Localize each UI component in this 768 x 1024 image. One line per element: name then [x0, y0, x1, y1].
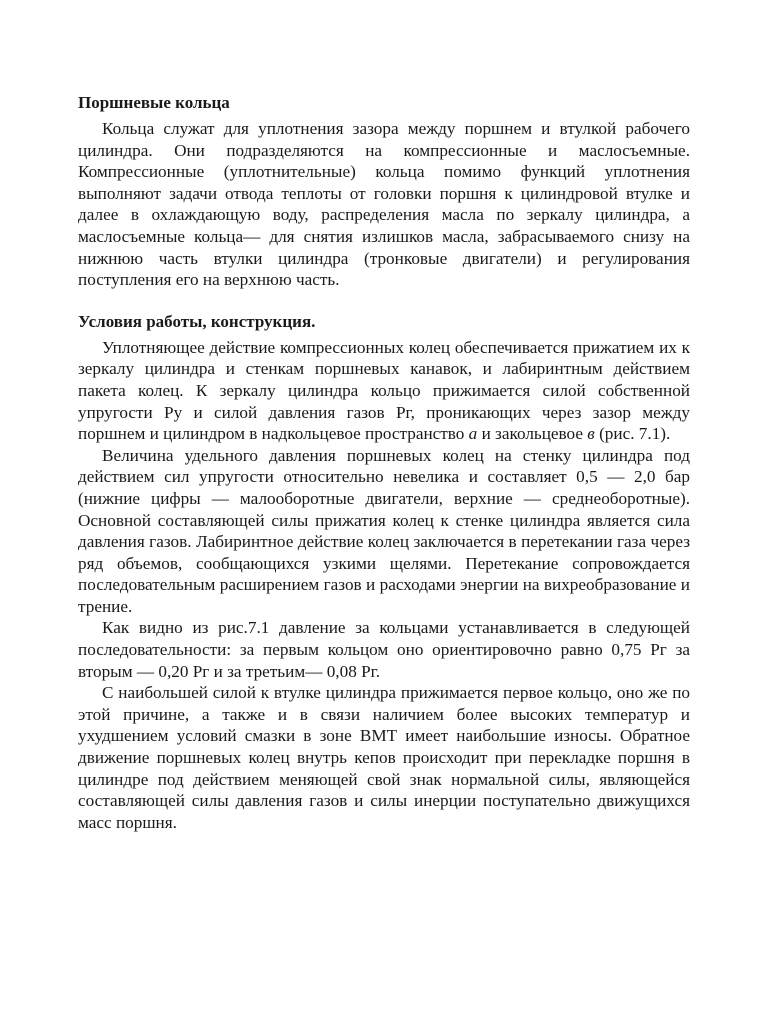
paragraph-pressure-sequence: Как видно из рис.7.1 давление за кольцами устанавливается в следующей последовательности: за первым кольцом оно ориентировочно равно 0,75 Pг за вторым — 0,20 Pг и за третьим— 0,08 Pг. — [78, 618, 690, 681]
italic-letter-v: в — [587, 424, 595, 444]
paragraph-text: Уплотняющее действие компрессионных колец обеспечивается прижатием их к зеркалу цилиндра и стенкам поршневых канавок, и лабиринтным действием пакета колец. К зеркалу цилиндра кольцо прижимается силой собственной упругости Pу и силой давления газов Pг, проникающих через зазор между поршнем и цилиндром в надкольцевое пространство — [78, 337, 690, 444]
section-heading-operating-conditions: Условия работы, конструкция. — [78, 311, 316, 331]
paragraph-specific-pressure: Величина удельного давления поршневых колец на стенку цилиндра под действием сил упругости относительно невелика и составляет 0,5 — 2,0 бар (нижние цифры — малооборотные двигатели, верхние — среднеоборотные). Основной составляющей силы прижатия колец к стенке цилиндра является сила давления газов. Лабиринтное действие колец заключается в перетекании газа через ряд объемов, сообщающихся узкими щелями. Перетекание сопровождается последовательным расширением газов и расходами энергии на вихреобразование и трение. — [78, 445, 690, 616]
paragraph-piston-rings-intro: Кольца служат для уплотнения зазора между поршнем и втулкой рабочего цилиндра. Они подразделяются на компрессионные и маслосъемные. Компрессионные (уплотнительные) кольца помимо функций уплотнения выполняют задачи отвода теплоты от головки поршня к цилиндровой втулке и далее в охлаждающую воду, распределения масла по зеркалу цилиндра, а маслосъемные кольца— для снятия излишков масла, забрасываемого снизу на нижнюю часть втулки цилиндра (тронковые двигатели) и регулирования поступления его на верхнюю часть. — [78, 119, 690, 290]
section-heading-piston-rings: Поршневые кольца — [78, 93, 230, 112]
italic-letter-a: а — [468, 424, 478, 444]
paragraph-text: (рис. 7.1). — [594, 424, 671, 444]
paragraph-text: и закольцевое — [477, 424, 588, 444]
document-page — [78, 92, 690, 833]
paragraph-first-ring-wear: С наибольшей силой к втулке цилиндра прижимается первое кольцо, оно же по этой причине, а также и в связи наличием более высоких температур и ухудшением условий смазки в зоне ВМТ имеет наибольшие износы. Обратное движение поршневых колец внутрь кепов происходит при перекладке поршня в цилиндре под действием меняющей свой знак нормальной силы, являющейся составляющей силы давления газов и силы инерции поступательно движущихся масс поршня. — [78, 683, 690, 832]
paragraph-sealing-action — [78, 337, 690, 445]
